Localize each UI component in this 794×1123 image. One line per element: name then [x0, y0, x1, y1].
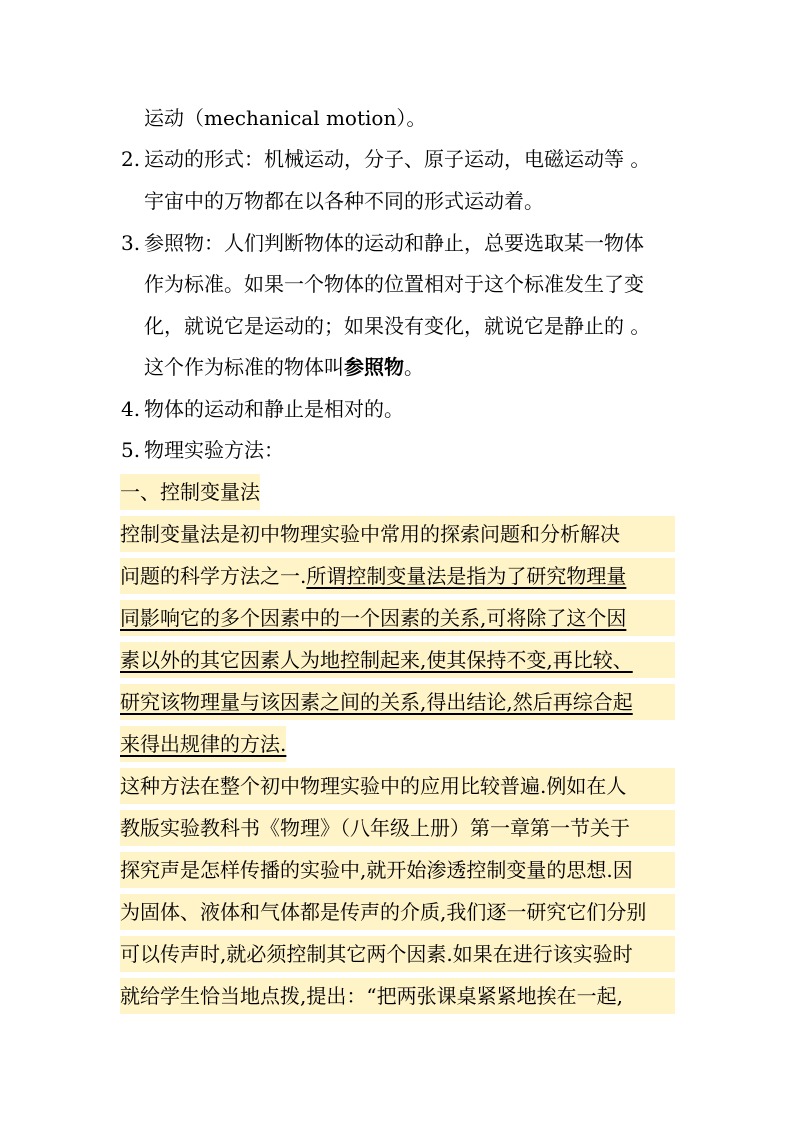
text-line: 参照物：人们判断物体的运动和静止，总要选取某一物体	[144, 231, 644, 255]
text-line: 运动的形式：机械运动，分子、原子运动，电磁运动等 。	[144, 147, 651, 171]
text-run: 这个作为标准的物体叫	[144, 355, 344, 379]
underlined-definition: 素以外的其它因素人为地控制起来,使其保持不变,再比较、	[120, 642, 675, 678]
text-line: 这种方法在整个初中物理实验中的应用比较普遍.例如在人	[120, 768, 675, 804]
text-run: 。	[404, 355, 424, 379]
text-line: 探究声是怎样传播的实验中,就开始渗透控制变量的思想.因	[120, 852, 675, 888]
text-run: 问题的科学方法之一.	[120, 564, 307, 588]
text-line: 就给学生恰当地点拨,提出：“把两张课桌紧紧地挨在一起,	[120, 978, 675, 1014]
underlined-definition: 来得出规律的方法.	[120, 726, 286, 762]
text-line: 为固体、液体和气体都是传声的介质,我们逐一研究它们分别	[120, 894, 675, 930]
heading-text: 一、控制变量法	[120, 474, 260, 510]
text-line: 宇宙中的万物都在以各种不同的形式运动着。	[144, 189, 544, 213]
underlined-definition: 同影响它的多个因素中的一个因素的关系,可将除了这个因	[120, 600, 675, 636]
text-line: 物理实验方法：	[144, 438, 284, 462]
text-line: 作为标准。如果一个物体的位置相对于这个标准发生了变	[144, 272, 644, 296]
text-line	[120, 558, 675, 594]
list-number: 5.	[121, 438, 141, 462]
underlined-definition: 研究该物理量与该因素之间的关系,得出结论,然后再综合起	[120, 684, 675, 720]
text-line: 教版实验教科书《物理》（八年级上册）第一章第一节关于	[120, 810, 675, 846]
underlined-definition: 所谓控制变量法是指为了研究物理量	[306, 564, 627, 588]
text-line: 可以传声时,就必须控制其它两个因素.如果在进行该实验时	[120, 936, 675, 972]
text-line: 运动（mechanical motion）。	[144, 106, 427, 130]
bold-term: 参照物	[344, 355, 404, 379]
list-number: 2.	[121, 147, 141, 171]
text-line: 化，就说它是运动的；如果没有变化，就说它是静止的 。	[144, 314, 651, 338]
text-line	[144, 349, 424, 385]
text-line: 控制变量法是初中物理实验中常用的探索问题和分析解决	[120, 516, 675, 552]
text-line: 物体的运动和静止是相对的。	[144, 397, 404, 421]
list-number: 4.	[121, 397, 141, 421]
list-number: 3.	[121, 231, 141, 255]
